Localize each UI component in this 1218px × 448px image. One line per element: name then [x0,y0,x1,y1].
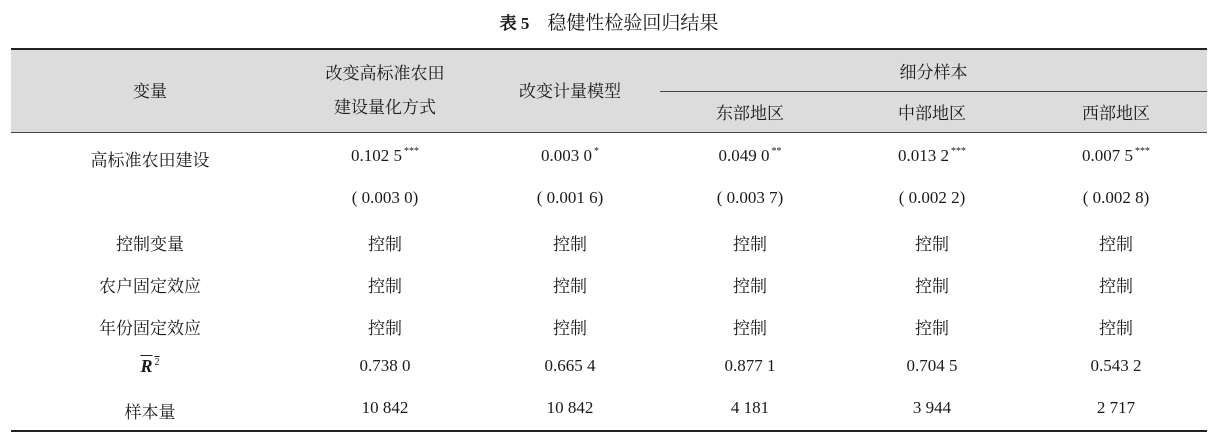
table-cell: 2 717 [1096,398,1136,417]
table-cell: 控制 [733,319,767,339]
table-cell: ( 0.002 2) [898,188,966,207]
bottom-rule [11,430,1207,432]
header-sub-central: 中部地区 [898,104,966,124]
table-cell: 3 944 [912,398,952,417]
table-cell: 10 842 [361,398,409,417]
table-cell: 控制 [553,277,587,297]
top-rule [11,48,1207,50]
significance-stars: *** [951,146,966,158]
table-caption [0,8,1218,35]
header-col1-line2: 建设量化方式 [334,98,436,118]
table-cell: 0.013 2 *** [898,146,966,165]
group-rule [660,91,1207,92]
header-col2: 改变计量模型 [519,82,621,102]
header-col1-line1: 改变高标准农田 [325,64,445,84]
table-cell: ( 0.001 6) [536,188,604,207]
table-cell: 控制 [915,319,949,339]
table-cell: 0.665 4 [544,356,596,375]
table-cell: 0.877 1 [724,356,776,375]
table-cell: 控制 [553,235,587,255]
row-label: 农户固定效应 [99,277,201,297]
header-sub-east: 东部地区 [716,104,784,124]
table-number: 表 5 [499,14,530,33]
table-cell: 0.003 0 * [541,146,599,165]
header-rule [11,132,1207,133]
row-label: 样本量 [124,403,176,423]
row-label [60,356,240,377]
r-squared-label: R $^2$ [140,356,160,376]
significance-stars: *** [1135,146,1150,158]
table-cell: 0.704 5 [906,356,958,375]
table-cell: ( 0.002 8) [1082,188,1150,207]
row-label: 控制变量 [116,235,184,255]
table-cell: 0.738 0 [359,356,411,375]
table-cell: 控制 [1099,319,1133,339]
significance-stars: ** [771,146,782,158]
table-cell: ( 0.003 0) [351,188,419,207]
table-cell: 控制 [1099,235,1133,255]
table-cell: 控制 [915,235,949,255]
table-cell: 0.102 5 *** [351,146,419,165]
row-label: 年份固定效应 [99,319,201,339]
header-group: 细分样本 [899,63,968,83]
table-cell: 0.543 2 [1090,356,1142,375]
table-cell: 10 842 [546,398,594,417]
header-sub-west: 西部地区 [1082,104,1150,124]
table-cell: 控制 [1099,277,1133,297]
table-cell: 控制 [368,319,402,339]
significance-stars: *** [404,146,419,158]
table-cell: 控制 [733,235,767,255]
table-cell: 控制 [915,277,949,297]
table-cell: 控制 [553,319,587,339]
table-cell: 控制 [733,277,767,297]
significance-stars: * [594,146,599,158]
table-cell: ( 0.003 7) [716,188,784,207]
header-variable: 变量 [133,82,167,102]
table-title: 稳健性检验回归结果 [547,12,719,34]
table-cell: 4 181 [730,398,770,417]
table-cell: 0.049 0 ** [718,146,782,165]
table-cell: 控制 [368,235,402,255]
table-cell: 控制 [368,277,402,297]
table-cell: 0.007 5 *** [1082,146,1150,165]
row-label: 高标准农田建设 [90,151,210,171]
